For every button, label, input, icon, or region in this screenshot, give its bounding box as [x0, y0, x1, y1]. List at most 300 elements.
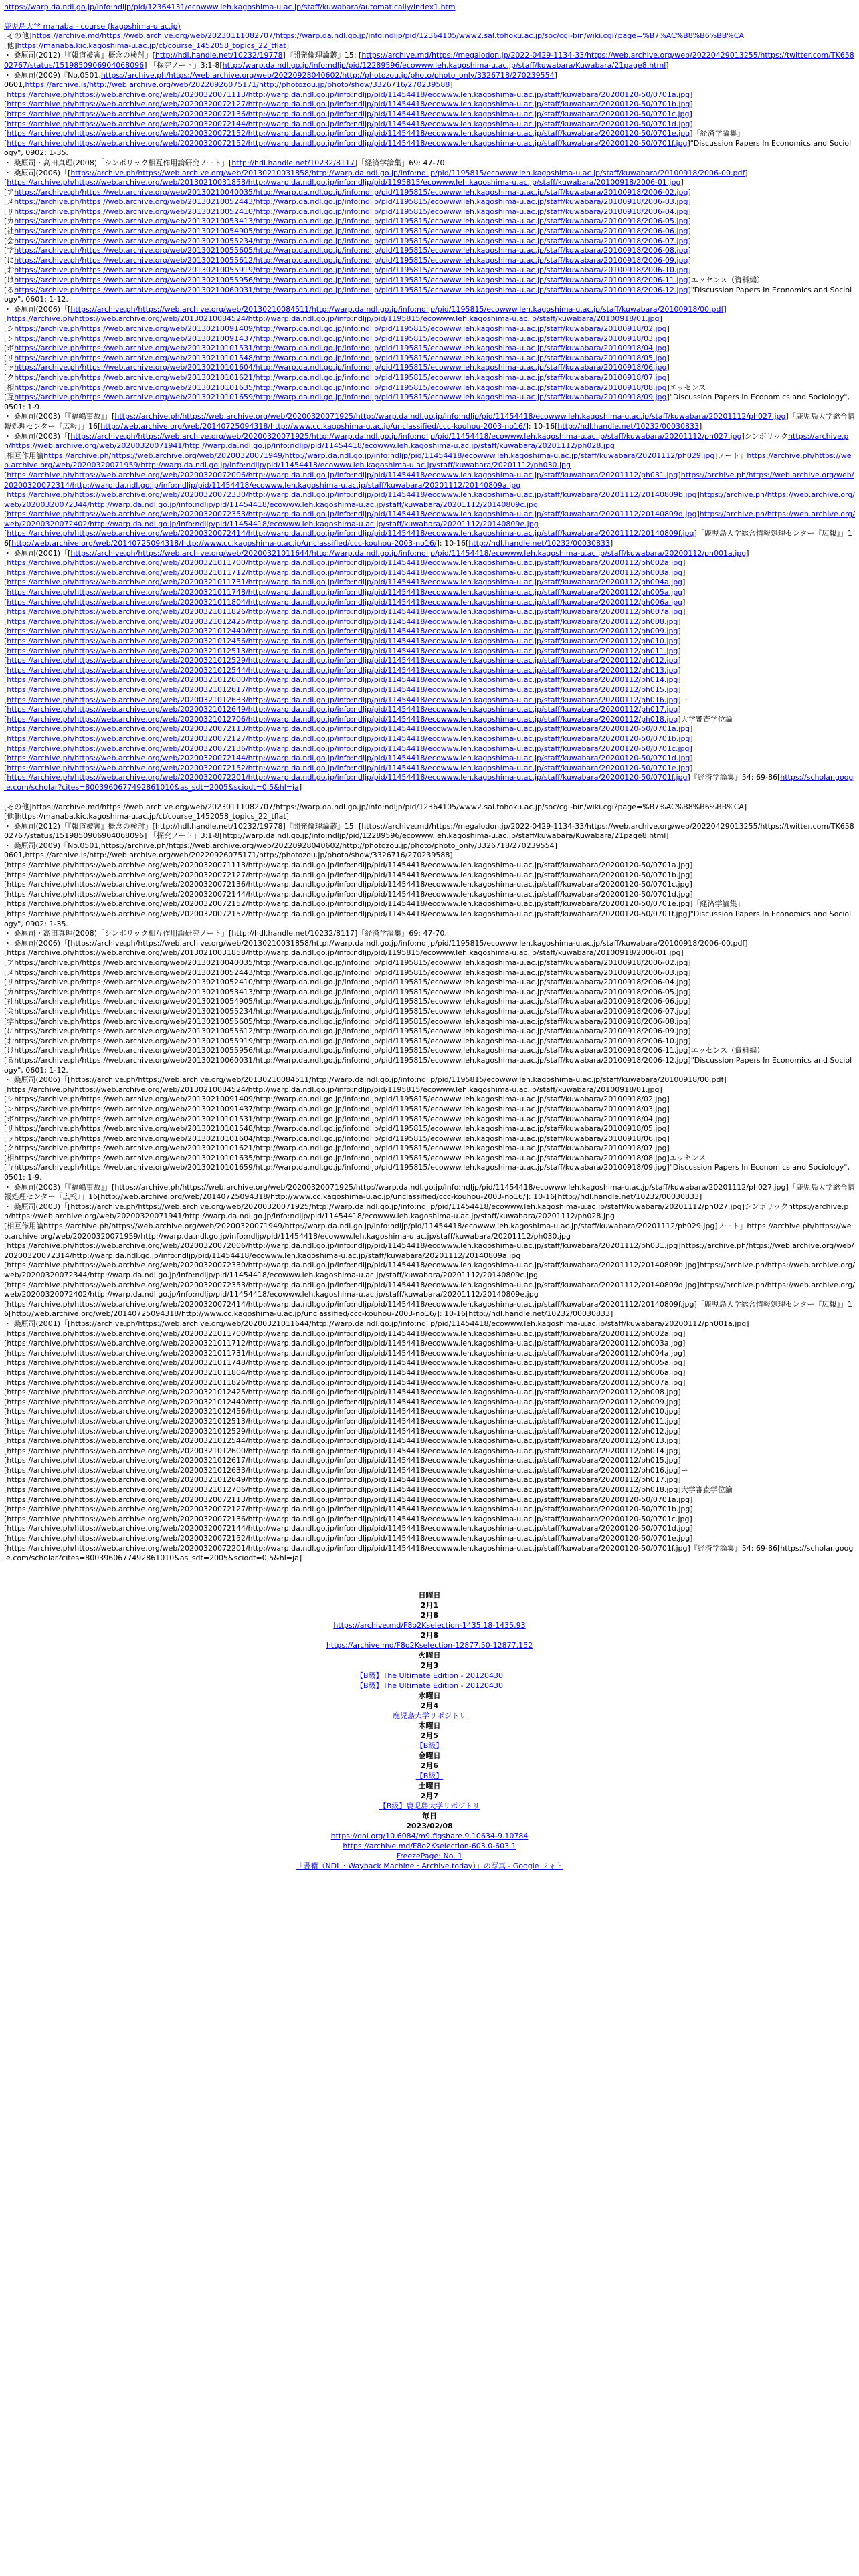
reference-text: ]: [666, 60, 669, 70]
reference-text: ]: [666, 334, 670, 343]
reference-text: ]: [690, 100, 693, 109]
plain-reference-line: [https://archive.ph/https://web.archive.org/web/20200320072144/http://warp.da.ndl.go.jp/info:ndljp/pid/11454418/ecowww.leh.kagoshima-u.ac.jp/staff/kuwabara/20200120-50/0701d.jpg]: [4, 1524, 693, 1533]
reference-line: [4, 363, 855, 373]
reference-link[interactable]: https://archive.ph/https://web.archive.org/web/20200320071941/http://warp.da.ndl.go.jp/info:ndljp/pid/11454418/ecowww.leh.kagoshima-u.ac.jp/staff/kuwabara/20201112/ph028.jpg: [4, 431, 849, 451]
reference-text: [: [4, 588, 7, 597]
reference-text: ]: [723, 304, 727, 314]
reference-text: ]: [450, 80, 453, 90]
reference-line: [4, 666, 855, 676]
reference-text: [相: [4, 383, 15, 392]
reference-link[interactable]: https://archive.ph/https://web.archive.org/web/20200320072353/http://warp.da.ndl.go.jp/info:ndljp/pid/11454418/ecowww.leh.kagoshima-u.ac.jp/staff/kuwabara/20201112/20140809d.jpg: [7, 510, 697, 519]
reference-link[interactable]: https://archive.ph/https://web.archive.org/web/20200320071959/http://warp.da.ndl.go.jp/info:ndljp/pid/11454418/ecowww.leh.kagoshima-u.ac.jp/staff/kuwabara/20201112/ph030.jpg: [4, 451, 852, 470]
reference-text: ]ー: [678, 695, 688, 704]
reference-text: [: [4, 773, 7, 782]
reference-line: [4, 80, 855, 90]
reference-link[interactable]: https://archive.ph/https://web.archive.org/web/20130210101635/http://warp.da.ndl.go.jp/info:ndljp/pid/1195815/ecowww.leh.kagoshima-u.ac.jp/staff/kuwabara/20100918/08.jpg: [14, 383, 667, 392]
reference-link[interactable]: https://archive.ph/https://web.archive.org/web/20130210091409/http://warp.da.ndl.go.jp/info:ndljp/pid/1195815/ecowww.leh.kagoshima-u.ac.jp/staff/kuwabara/20100918/02.jpg: [14, 324, 667, 333]
reference-text: ] 「探究ノート」3:1-8[: [144, 60, 223, 70]
reference-line: [4, 139, 855, 158]
plain-reference-line: [https://archive.ph/https://web.archive.org/web/20200321011700/http://warp.da.ndl.go.jp/info:ndljp/pid/11454418/ecowww.leh.kagoshima-u.ac.jp/staff/kuwabara/20200112/ph002a.jpg]: [4, 1329, 686, 1338]
schedule-link[interactable]: https://archive.md/F8o2Kselection-1435.18-1435.93: [333, 1620, 526, 1630]
reference-link[interactable]: http://web.archive.org/web/20140725094318/http://www.cc.kagoshima-u.ac.jp/unclassified/ccc-kouhou-2003-no16/: [11, 539, 437, 548]
schedule-link[interactable]: 【B級】: [415, 1741, 444, 1750]
reference-text: [る: [4, 285, 15, 294]
reference-line: [4, 685, 855, 695]
schedule-date: 2月8: [420, 1630, 439, 1640]
reference-link[interactable]: https://archive.ph/https://web.archive.org/web/20130210101531/http://warp.da.ndl.go.jp/info:ndljp/pid/1195815/ecowww.leh.kagoshima-u.ac.jp/staff/kuwabara/20100918/04.jpg: [14, 344, 667, 353]
reference-link[interactable]: https://archive.ph/https://web.archive.org/web/20200321012425/http://warp.da.ndl.go.jp/info:ndljp/pid/11454418/ecowww.leh.kagoshima-u.ac.jp/staff/kuwabara/20200112/ph008.jpg: [7, 617, 678, 626]
reference-line: [4, 510, 855, 529]
reference-line: [4, 627, 855, 637]
schedule-date: 2023/02/08: [406, 1821, 453, 1830]
reference-text: ]"Discussion Papers In Economics and Sociology", 0501: 1-9.: [4, 393, 850, 411]
reference-line: [4, 393, 855, 412]
reference-text: ]「経済学論集」: [690, 129, 745, 138]
schedule-date: 2月6: [420, 1761, 439, 1770]
plain-reference-line: [https://archive.ph/https://web.archive.org/web/20200321011712/http://warp.da.ndl.go.jp/info:ndljp/pid/11454418/ecowww.leh.kagoshima-u.ac.jp/staff/kuwabara/20200112/ph003a.jpg]: [4, 1339, 686, 1348]
reference-text: [メ: [4, 197, 15, 207]
reference-text: [: [4, 138, 7, 148]
reference-text: [: [4, 617, 7, 626]
reference-text: [: [4, 510, 7, 519]
reference-link[interactable]: https://archive.ph/https://web.archive.org/web/20130210101621/http://warp.da.ndl.go.jp/info:ndljp/pid/1195815/ecowww.leh.kagoshima-u.ac.jp/staff/kuwabara/20100918/07.jpg: [14, 372, 667, 382]
plain-reference-line: [https://archive.ph/https://web.archive.org/web/20200321012513/http://warp.da.ndl.go.jp/info:ndljp/pid/11454418/ecowww.leh.kagoshima-u.ac.jp/staff/kuwabara/20200112/ph011.jpg]: [4, 1416, 681, 1426]
reference-text: ]: [298, 782, 302, 792]
reference-link[interactable]: https://archive.ph/https://web.archive.org/web/20200321012706/http://warp.da.ndl.go.jp/info:ndljp/pid/11454418/ecowww.leh.kagoshima-u.ac.jp/staff/kuwabara/20200112/ph018.jpg: [7, 714, 678, 724]
reference-text: [け: [4, 276, 15, 285]
reference-link[interactable]: https://archive.ph/https://web.archive.org/web/20130210091437/http://warp.da.ndl.go.jp/info:ndljp/pid/1195815/ecowww.leh.kagoshima-u.ac.jp/staff/kuwabara/20100918/03.jpg: [14, 334, 667, 343]
schedule-link[interactable]: https://doi.org/10.6084/m9.figshare.9.10634-9.10784: [330, 1831, 529, 1840]
reference-link[interactable]: https://archive.ph/https://web.archive.org/web/20130210101604/http://warp.da.ndl.go.jp/info:ndljp/pid/1195815/ecowww.leh.kagoshima-u.ac.jp/staff/kuwabara/20100918/06.jpg: [14, 363, 667, 372]
reference-text: ]エッセンス（資料編）: [688, 276, 765, 285]
reference-link[interactable]: https://archive.ph/https://web.archive.org/web/20200320072006/http://warp.da.ndl.go.jp/info:ndljp/pid/11454418/ecowww.leh.kagoshima-u.ac.jp/staff/kuwabara/20201112/ph031.jpg: [7, 470, 678, 479]
reference-link[interactable]: https://archive.ph/https://web.archive.org/web/20130210060031/http://warp.da.ndl.go.jp/info:ndljp/pid/1195815/ecowww.leh.kagoshima-u.ac.jp/staff/kuwabara/20100918/2006-12.jpg: [14, 285, 688, 294]
reference-link[interactable]: https://archive.ph/https://web.archive.org/web/20200320071925/http://warp.da.ndl.go.jp/info:ndljp/pid/11454418/ecowww.leh.kagoshima-u.ac.jp/staff/kuwabara/20201112/ph027.jpg: [70, 431, 742, 441]
reference-link[interactable]: https://archive.is/http://web.archive.org/web/20220926075171/http://photozou.jp/photo/show/3326716/270239588: [25, 80, 450, 90]
plain-reference-line: [https://archive.ph/https://web.archive.org/web/20200320072127/http://warp.da.ndl.go.jp/info:ndljp/pid/11454418/ecowww.leh.kagoshima-u.ac.jp/staff/kuwabara/20200120-50/0701b.jpg]: [4, 870, 693, 879]
plain-reference-line: [https://archive.ph/https://web.archive.org/web/20200320072144/http://warp.da.ndl.go.jp/info:ndljp/pid/11454418/ecowww.leh.kagoshima-u.ac.jp/staff/kuwabara/20200120-50/0701d.jpg]: [4, 889, 693, 899]
reference-line: [4, 100, 855, 110]
plain-reference-line: [https://archive.ph/https://web.archive.org/web/20200321012633/http://warp.da.ndl.go.jp/info:ndljp/pid/11454418/ecowww.leh.kagoshima-u.ac.jp/staff/kuwabara/20200112/ph016.jpg]ー: [4, 1465, 688, 1475]
reference-text: [お: [4, 265, 15, 275]
schedule-date: 2月7: [420, 1791, 439, 1800]
schedule-link[interactable]: FreezePage: No. 1: [396, 1851, 463, 1860]
plain-reference-line: ・ 桑原司(2009)『No.0501,https://archive.ph/https://web.archive.org/web/20220928040602/http://photozou.jp/photo/photo_only/3326718/270239554]: [4, 841, 557, 850]
reference-link[interactable]: https://archive.ph/https://web.archive.org/web/20200321012513/http://warp.da.ndl.go.jp/info:ndljp/pid/11454418/ecowww.leh.kagoshima-u.ac.jp/staff/kuwabara/20200112/ph011.jpg: [7, 646, 678, 655]
reference-text: [学: [4, 246, 15, 255]
reference-link[interactable]: http://warp.da.ndl.go.jp/info:ndljp/pid/12289596/ecowww.leh.kagoshima-u.ac.jp/staff/kuwabara/Kuwabara/21page8.html: [222, 60, 666, 70]
reference-text: [社: [4, 227, 15, 236]
plain-reference-line: 0601,https://archive.is/http://web.archive.org/web/20220926075171/http://photozou.jp/photo/show/3326716/270239588]: [4, 851, 453, 860]
reference-text: ]: [688, 197, 691, 207]
reference-text: ]: 10-16[: [525, 421, 558, 431]
reference-line: [4, 31, 855, 41]
reference-link[interactable]: https://archive.ph/https://web.archive.org/web/20130210101659/http://warp.da.ndl.go.jp/info:ndljp/pid/1195815/ecowww.leh.kagoshima-u.ac.jp/staff/kuwabara/20100918/09.jpg: [14, 393, 667, 402]
reference-link[interactable]: https://archive.ph/https://web.archive.org/web/20200320072136/http://warp.da.ndl.go.jp/info:ndljp/pid/11454418/ecowww.leh.kagoshima-u.ac.jp/staff/kuwabara/20200120-50/0701c.jpg: [7, 109, 690, 118]
plain-reference-line: [https://archive.ph/https://web.archive.org/web/20200320072152/http://warp.da.ndl.go.jp/info:ndljp/pid/11454418/ecowww.leh.kagoshima-u.ac.jp/staff/kuwabara/20200120-50/0701f.jpg]"Discussion Papers In Economics and Sociology", 0902: 1-35.: [4, 909, 852, 928]
reference-text: ]「鹿児島大学総合情報処理センター『広報』」16[: [4, 412, 855, 431]
reference-text: ]: [746, 548, 749, 558]
reference-text: [: [4, 763, 7, 772]
reference-link[interactable]: https://archive.ph/https://web.archive.org/web/20200320071113/http://warp.da.ndl.go.jp/info:ndljp/pid/11454418/ecowww.leh.kagoshima-u.ac.jp/staff/kuwabara/20200120-50/0701a.jpg: [7, 90, 690, 99]
reference-link[interactable]: https://archive.ph/https://web.archive.org/web/20200320072344/http://warp.da.ndl.go.jp/info:ndljp/pid/11454418/ecowww.leh.kagoshima-u.ac.jp/staff/kuwabara/20201112/20140809c.jpg: [4, 490, 855, 509]
reference-link[interactable]: https://archive.ph/https://web.archive.org/web/20130210055605/http://warp.da.ndl.go.jp/info:ndljp/pid/1195815/ecowww.leh.kagoshima-u.ac.jp/staff/kuwabara/20100918/2006-08.jpg: [14, 246, 688, 255]
reference-text: [: [4, 695, 7, 704]
reference-text: ・ 桑原司(2001)「[: [4, 548, 71, 558]
reference-text: [互: [4, 393, 15, 402]
reference-text: 0601,: [4, 80, 25, 90]
reference-link[interactable]: https://archive.ph/https://web.archive.org/web/20130210031858/http://warp.da.ndl.go.jp/info:ndljp/pid/1195815/ecowww.leh.kagoshima-u.ac.jp/staff/kuwabara/20100918/2006-00.pdf: [70, 168, 745, 177]
plain-reference-line: [https://archive.ph/https://web.archive.org/web/20200320072136/http://warp.da.ndl.go.jp/info:ndljp/pid/11454418/ecowww.leh.kagoshima-u.ac.jp/staff/kuwabara/20200120-50/0701c.jpg]: [4, 1514, 692, 1523]
schedule-date: 2月8: [420, 1610, 439, 1620]
reference-link[interactable]: https://archive.ph/https://web.archive.org/web/20130210055956/http://warp.da.ndl.go.jp/info:ndljp/pid/1195815/ecowww.leh.kagoshima-u.ac.jp/staff/kuwabara/20100918/2006-11.jpg: [14, 276, 688, 285]
reference-text: ]: [688, 265, 691, 275]
reference-link[interactable]: https://archive.ph/https://web.archive.org/web/20200320071925/http://warp.da.ndl.go.jp/info:ndljp/pid/11454418/ecowww.leh.kagoshima-u.ac.jp/staff/kuwabara/20201112/ph027.jpg: [114, 412, 786, 421]
schedule-link[interactable]: https://archive.md/F8o2Kselection-12877.50-12877.152: [326, 1640, 533, 1650]
reference-link[interactable]: https://archive.ph/https://web.archive.org/web/20200321012633/http://warp.da.ndl.go.jp/info:ndljp/pid/11454418/ecowww.leh.kagoshima-u.ac.jp/staff/kuwabara/20200112/ph016.jpg: [7, 695, 678, 704]
plain-reference-line: [https://archive.ph/https://web.archive.org/web/20200321012529/http://warp.da.ndl.go.jp/info:ndljp/pid/11454418/ecowww.leh.kagoshima-u.ac.jp/staff/kuwabara/20200112/ph012.jpg]: [4, 1426, 681, 1436]
schedule-link[interactable]: 【B級】The Ultimate Edition - 20120430: [355, 1681, 504, 1690]
reference-link[interactable]: https://archive.ph/https://web.archive.org/web/20130210052410/http://warp.da.ndl.go.jp/info:ndljp/pid/1195815/ecowww.leh.kagoshima-u.ac.jp/staff/kuwabara/20100918/2006-04.jpg: [14, 207, 688, 216]
reference-link[interactable]: https://archive.ph/https://web.archive.org/web/20130210084511/http://warp.da.ndl.go.jp/info:ndljp/pid/1195815/ecowww.leh.kagoshima-u.ac.jp/staff/kuwabara/20100918/00.pdf: [70, 304, 724, 314]
reference-link[interactable]: https://archive.ph/https://web.archive.org/web/20200321011644/http://warp.da.ndl.go.jp/info:ndljp/pid/11454418/ecowww.leh.kagoshima-u.ac.jp/staff/kuwabara/20200112/ph001a.jpg: [70, 548, 747, 558]
reference-link[interactable]: https://archive.ph/https://web.archive.org/web/20200321012456/http://warp.da.ndl.go.jp/info:ndljp/pid/11454418/ecowww.leh.kagoshima-u.ac.jp/staff/kuwabara/20200112/ph010.jpg: [7, 637, 678, 645]
reference-line: [4, 549, 855, 559]
reference-link[interactable]: https://archive.ph/https://web.archive.org/web/20200321012544/http://warp.da.ndl.go.jp/info:ndljp/pid/11454418/ecowww.leh.kagoshima-u.ac.jp/staff/kuwabara/20200112/ph013.jpg: [7, 665, 678, 675]
reference-link[interactable]: https://archive.ph/https://web.archive.org/web/20200321012529/http://warp.da.ndl.go.jp/info:ndljp/pid/11454418/ecowww.leh.kagoshima-u.ac.jp/staff/kuwabara/20200112/ph012.jpg: [7, 656, 678, 665]
reference-link[interactable]: https://archive.ph/https://web.archive.org/web/20200320072127/http://warp.da.ndl.go.jp/info:ndljp/pid/11454418/ecowww.leh.kagoshima-u.ac.jp/staff/kuwabara/20200120-50/0701b.jpg: [7, 100, 690, 109]
reference-line: [4, 412, 855, 431]
reference-link[interactable]: https://archive.ph/https://web.archive.org/web/20200320072330/http://warp.da.ndl.go.jp/info:ndljp/pid/11454418/ecowww.leh.kagoshima-u.ac.jp/staff/kuwabara/20201112/20140809b.jpg: [7, 490, 697, 500]
reference-link[interactable]: https://archive.ph/https://web.archive.org/web/20200320072144/http://warp.da.ndl.go.jp/info:ndljp/pid/11454418/ecowww.leh.kagoshima-u.ac.jp/staff/kuwabara/20200120-50/0701d.jpg: [7, 119, 690, 128]
reference-text: ]: [690, 754, 693, 763]
reference-link[interactable]: https://archive.ph/https://web.archive.org/web/20200320072152/http://warp.da.ndl.go.jp/info:ndljp/pid/11454418/ecowww.leh.kagoshima-u.ac.jp/staff/kuwabara/20200120-50/0701e.jpg: [7, 129, 690, 138]
reference-line: [4, 305, 855, 315]
reference-text: ]: [678, 637, 681, 645]
reference-text: [: [4, 529, 7, 538]
reference-link[interactable]: http://web.archive.org/web/20140725094318/http://www.cc.kagoshima-u.ac.jp/unclassified/ccc-kouhou-2003-no16/: [100, 421, 526, 431]
reference-line: [4, 490, 855, 510]
reference-line: [4, 265, 855, 276]
schedule-day-heading: 木曜日: [418, 1721, 441, 1730]
reference-line: [4, 120, 855, 130]
reference-link[interactable]: https://archive.ph/https://web.archive.org/web/20130210084524/http://warp.da.ndl.go.jp/info:ndljp/pid/1195815/ecowww.leh.kagoshima-u.ac.jp/staff/kuwabara/20100918/01.jpg: [7, 314, 660, 324]
reference-line: [4, 529, 855, 548]
reference-link[interactable]: https://archive.ph/https://web.archive.org/web/20200321012600/http://warp.da.ndl.go.jp/info:ndljp/pid/11454418/ecowww.leh.kagoshima-u.ac.jp/staff/kuwabara/20200112/ph014.jpg: [7, 675, 678, 685]
plain-reference-line: [https://archive.ph/https://web.archive.org/web/20200320072152/http://warp.da.ndl.go.jp/info:ndljp/pid/11454418/ecowww.leh.kagoshima-u.ac.jp/staff/kuwabara/20200120-50/0701e.jpg]「経済学論集」: [4, 899, 745, 909]
reference-text: ]: [688, 187, 691, 197]
reference-link[interactable]: https://archive.ph/https://web.archive.org/web/20200321011804/http://warp.da.ndl.go.jp/info:ndljp/pid/11454418/ecowww.leh.kagoshima-u.ac.jp/staff/kuwabara/20200112/ph006a.jpg: [7, 597, 683, 607]
reference-text: [: [4, 119, 7, 128]
reference-line: [4, 734, 855, 744]
plain-reference-line: [https://archive.ph/https://web.archive.org/web/20200321012440/http://warp.da.ndl.go.jp/info:ndljp/pid/11454418/ecowww.leh.kagoshima-u.ac.jp/staff/kuwabara/20200112/ph009.jpg]: [4, 1397, 681, 1406]
plain-reference-line: ・ 桑原司(2012)「『報道被害』概念の検討」[http://hdl.handle.net/10232/19778]『開発倫理論叢』15: [https://archive.md/https://megalodon.jp/2022-0429-1134-33/https://web.archive.org/web/20220429013255/https://twitter.com/TK65802767/status/1519850906904068096] 「探究ノート」3:1-8[http://warp.da.ndl.go.jp/info:ndljp/pid/12289596/ecowww.leh.kagoshima-u.ac.jp/staff/kuwabara/Kuwabara/21page8.html]: [4, 821, 854, 841]
reference-text: ・ 桑原司(2003)「『福嶋事故』」[: [4, 412, 115, 421]
plain-reference-line: [メhttps://archive.ph/https://web.archive.org/web/20130210052443/http://warp.da.ndl.go.jp/info:ndljp/pid/1195815/ecowww.leh.kagoshima-u.ac.jp/staff/kuwabara/20100918/2006-03.jpg]: [4, 968, 691, 977]
reference-text: [ン: [4, 334, 15, 343]
reference-text: ]: [678, 627, 681, 636]
reference-text: ]「鹿児島大学総合情報処理センター『広報』」16[: [4, 529, 852, 548]
reference-text: ]: [666, 324, 670, 333]
reference-link[interactable]: https://archive.ph/https://web.archive.org/web/20130210053413/http://warp.da.ndl.go.jp/info:ndljp/pid/1195815/ecowww.leh.kagoshima-u.ac.jp/staff/kuwabara/20100918/2006-05.jpg: [14, 217, 688, 226]
reference-line: [4, 237, 855, 247]
reference-line: [4, 129, 855, 139]
reference-link[interactable]: https://archive.md/https://web.archive.org/web/20230111082707/https://warp.da.ndl.go.jp/info:ndljp/pid/12364105/www2.sal.tohoku.ac.jp/soc/cgi-bin/wiki.cgi?page=%B7%AC%B8%B6%BB%CA: [31, 31, 744, 41]
reference-text: ]: [696, 490, 700, 500]
reference-link[interactable]: https://archive.ph/https://web.archive.org/web/20200320071949/http://warp.da.ndl.go.jp/info:ndljp/pid/11454418/ecowww.leh.kagoshima-u.ac.jp/staff/kuwabara/20201112/ph029.jpg: [43, 451, 715, 460]
reference-text: [: [4, 100, 7, 109]
reference-line: [4, 451, 855, 471]
reference-link[interactable]: https://archive.ph/https://web.archive.org/web/20130210040035/http://warp.da.ndl.go.jp/info:ndljp/pid/1195815/ecowww.leh.kagoshima-u.ac.jp/staff/kuwabara/20100918/2006-02.jpg: [14, 187, 688, 197]
reference-line: [4, 90, 855, 100]
reference-text: ]: [678, 617, 681, 626]
reference-text: [: [4, 578, 7, 587]
reference-link[interactable]: https://archive.ph/https://web.archive.org/web/20200321011731/http://warp.da.ndl.go.jp/info:ndljp/pid/11454418/ecowww.leh.kagoshima-u.ac.jp/staff/kuwabara/20200112/ph004a.jpg: [7, 578, 683, 587]
schedule-day-heading: 土曜日: [418, 1781, 441, 1790]
reference-link[interactable]: https://archive.ph/https://web.archive.org/web/20130210055919/http://warp.da.ndl.go.jp/info:ndljp/pid/1195815/ecowww.leh.kagoshima-u.ac.jp/staff/kuwabara/20100918/2006-10.jpg: [14, 265, 688, 275]
plain-reference-line: [その他]https://archive.md/https://web.archive.org/web/20230111082707/https://warp.da.ndl.go.jp/info:ndljp/pid/12364105/www2.sal.tohoku.ac.jp/soc/cgi-bin/wiki.cgi?page=%B7%AC%B8%B6%BB%CA]: [4, 802, 747, 811]
reference-text: [その他]: [4, 31, 32, 41]
reference-link[interactable]: http://hdl.handle.net/10232/00030833: [557, 421, 700, 431]
plain-reference-line: [るhttps://archive.ph/https://web.archive.org/web/20130210060031/http://warp.da.ndl.go.jp/info:ndljp/pid/1195815/ecowww.leh.kagoshima-u.ac.jp/staff/kuwabara/20100918/2006-12.jpg]"Discussion Papers In Economics and Sociology", 0601: 1-12.: [4, 1055, 852, 1075]
linked-reference-list: [4, 31, 855, 792]
schedule-day-heading: 火曜日: [418, 1650, 441, 1660]
reference-text: ]『経済学論集』54: 69-86[: [687, 773, 781, 782]
schedule-date: 2月3: [420, 1660, 439, 1670]
reference-text: ・ 桑原司(2006)「[: [4, 168, 71, 177]
reference-line: [4, 607, 855, 617]
plain-reference-line: [けhttps://archive.ph/https://web.archive.org/web/20130210055956/http://warp.da.ndl.go.jp/info:ndljp/pid/1195815/ecowww.leh.kagoshima-u.ac.jp/staff/kuwabara/20100918/2006-11.jpg]エッセンス（資料編）: [4, 1046, 765, 1055]
schedule-link[interactable]: 鹿児島大学リポジトリ: [393, 1711, 466, 1720]
schedule-link[interactable]: https://archive.md/F8o2Kselection-603.0-603.1: [343, 1841, 516, 1850]
reference-text: [: [4, 129, 7, 138]
reference-text: ・ 桑原司(2003)「[: [4, 431, 71, 441]
reference-link[interactable]: https://archive.ph/https://web.archive.org/web/20200320072152/http://warp.da.ndl.go.jp/info:ndljp/pid/11454418/ecowww.leh.kagoshima-u.ac.jp/staff/kuwabara/20200120-50/0701f.jpg: [7, 138, 688, 148]
reference-line: [4, 471, 855, 490]
reference-text: ]: [554, 70, 557, 80]
reference-text: ]: [678, 646, 681, 655]
reference-line: [4, 656, 855, 666]
reference-text: ]: [696, 510, 700, 519]
plain-reference-line: [リhttps://archive.ph/https://web.archive.org/web/20130210101548/http://warp.da.ndl.go.jp/info:ndljp/pid/1195815/ecowww.leh.kagoshima-u.ac.jp/staff/kuwabara/20100918/05.jpg]: [4, 1124, 670, 1134]
reference-line: [4, 432, 855, 451]
reference-link[interactable]: https://archive.ph/https://web.archive.org/web/20200321012440/http://warp.da.ndl.go.jp/info:ndljp/pid/11454418/ecowww.leh.kagoshima-u.ac.jp/staff/kuwabara/20200112/ph009.jpg: [7, 627, 678, 636]
plain-reference-line: [https://archive.ph/https://web.archive.org/web/20200320071113/http://warp.da.ndl.go.jp/info:ndljp/pid/11454418/ecowww.leh.kagoshima-u.ac.jp/staff/kuwabara/20200120-50/0701a.jpg]: [4, 861, 693, 870]
plain-reference-line: [https://archive.ph/https://web.archive.org/web/20200320072152/http://warp.da.ndl.go.jp/info:ndljp/pid/11454418/ecowww.leh.kagoshima-u.ac.jp/staff/kuwabara/20200120-50/0701e.jpg]: [4, 1534, 693, 1543]
reference-link[interactable]: https://archive.ph/https://web.archive.org/web/20200320072113/http://warp.da.ndl.go.jp/info:ndljp/pid/11454418/ecowww.leh.kagoshima-u.ac.jp/staff/kuwabara/20200120-50/0701a.jpg: [7, 724, 690, 734]
reference-line: [4, 158, 855, 169]
reference-link[interactable]: https://scholar.google.com/scholar?cites=8003960677492861010&as_sdt=2005&sciodt=0,5&hl=ja: [4, 773, 854, 792]
course-title-line: [4, 22, 855, 32]
plain-reference-line: [相互作用論https://archive.ph/https://web.archive.org/web/20200320071949/http://warp.da.ndl.go.jp/info:ndljp/pid/11454418/ecowww.leh.kagoshima-u.ac.jp/staff/kuwabara/20201112/ph029.jpg]ノート」https://archive.ph/https://web.archive.org/web/20200320071959/http://warp.da.ndl.go.jp/info:ndljp/pid/11454418/ecowww.leh.kagoshima-u.ac.jp/staff/kuwabara/20201112/ph030.jpg: [4, 1222, 852, 1241]
reference-text: ]: [688, 217, 691, 226]
reference-text: ]: [689, 109, 692, 118]
reference-text: [: [4, 734, 7, 743]
spacer: [4, 13, 855, 22]
reference-link[interactable]: https://archive.ph/https://web.archive.org/web/20200321011700/http://warp.da.ndl.go.jp/info:ndljp/pid/11454418/ecowww.leh.kagoshima-u.ac.jp/staff/kuwabara/20200112/ph002a.jpg: [7, 558, 683, 568]
plain-reference-line: [https://archive.ph/https://web.archive.org/web/20200320072127/http://warp.da.ndl.go.jp/info:ndljp/pid/11454418/ecowww.leh.kagoshima-u.ac.jp/staff/kuwabara/20200120-50/0701b.jpg]: [4, 1505, 693, 1514]
schedule-day-heading: 金曜日: [418, 1751, 441, 1760]
reference-text: ]: [286, 41, 289, 50]
reference-text: [: [4, 568, 7, 577]
reference-link[interactable]: https://archive.md/https://megalodon.jp/2022-0429-1134-33/https://web.archive.org/web/20220429013255/https://twitter.com/TK65802767/status/1519850906904068096: [4, 51, 854, 70]
reference-line: [4, 178, 855, 188]
reference-text: ]: [745, 168, 748, 177]
reference-link[interactable]: https://archive.ph/https://web.archive.org/web/20200320072144/http://warp.da.ndl.go.jp/info:ndljp/pid/11454418/ecowww.leh.kagoshima-u.ac.jp/staff/kuwabara/20200120-50/0701d.jpg: [7, 754, 690, 763]
reference-text: ]: [666, 353, 670, 362]
plain-reference-line: [カhttps://archive.ph/https://web.archive.org/web/20130210053413/http://warp.da.ndl.go.jp/info:ndljp/pid/1195815/ecowww.leh.kagoshima-u.ac.jp/staff/kuwabara/20100918/2006-05.jpg]: [4, 987, 691, 996]
plain-reference-line: [https://archive.ph/https://web.archive.org/web/20200321012706/http://warp.da.ndl.go.jp/info:ndljp/pid/11454418/ecowww.leh.kagoshima-u.ac.jp/staff/kuwabara/20200112/ph018.jpg]大学審査学位論: [4, 1485, 733, 1495]
reference-text: ]: [699, 421, 702, 431]
reference-text: ]: [688, 246, 691, 255]
reference-link[interactable]: https://archive.ph/https://web.archive.org/web/20130210055234/http://warp.da.ndl.go.jp/info:ndljp/pid/1195815/ecowww.leh.kagoshima-u.ac.jp/staff/kuwabara/20100918/2006-07.jpg: [14, 236, 688, 245]
reference-link[interactable]: https://archive.ph/https://web.archive.org/web/20200320072201/http://warp.da.ndl.go.jp/info:ndljp/pid/11454418/ecowww.leh.kagoshima-u.ac.jp/staff/kuwabara/20200120-50/0701f.jpg: [7, 773, 688, 782]
plain-reference-line: [社https://archive.ph/https://web.archive.org/web/20130210054905/http://warp.da.ndl.go.jp/info:ndljp/pid/1195815/ecowww.leh.kagoshima-u.ac.jp/staff/kuwabara/20100918/2006-06.jpg]: [4, 997, 691, 1006]
reference-link[interactable]: https://archive.ph/https://web.archive.org/web/20130210101548/http://warp.da.ndl.go.jp/info:ndljp/pid/1195815/ecowww.leh.kagoshima-u.ac.jp/staff/kuwabara/20100918/05.jpg: [14, 353, 667, 362]
reference-text: ]: [678, 470, 681, 479]
reference-text: [ク: [4, 372, 15, 382]
reference-link[interactable]: https://archive.ph/https://web.archive.org/web/20130210055612/http://warp.da.ndl.go.jp/info:ndljp/pid/1195815/ecowww.leh.kagoshima-u.ac.jp/staff/kuwabara/20100918/2006-09.jpg: [14, 255, 688, 265]
reference-text: ]大学審査学位論: [678, 714, 733, 724]
reference-line: [4, 256, 855, 266]
plain-reference-line: [会https://archive.ph/https://web.archive.org/web/20130210055234/http://warp.da.ndl.go.jp/info:ndljp/pid/1195815/ecowww.leh.kagoshima-u.ac.jp/staff/kuwabara/20100918/2006-07.jpg]: [4, 1006, 691, 1016]
reference-line: [4, 41, 855, 51]
reference-text: ]: [678, 685, 681, 694]
reference-text: [: [4, 637, 7, 645]
reference-line: [4, 773, 855, 792]
reference-text: [: [4, 665, 7, 675]
reference-text: ]: [688, 227, 691, 236]
plain-reference-line: [おhttps://archive.ph/https://web.archive.org/web/20130210055919/http://warp.da.ndl.go.jp/info:ndljp/pid/1195815/ecowww.leh.kagoshima-u.ac.jp/staff/kuwabara/20100918/2006-10.jpg]: [4, 1036, 691, 1045]
reference-text: ]: [678, 675, 681, 685]
plain-reference-line: [ボhttps://archive.ph/https://web.archive.org/web/20130210101531/http://warp.da.ndl.go.jp/info:ndljp/pid/1195815/ecowww.leh.kagoshima-u.ac.jp/staff/kuwabara/20100918/04.jpg]: [4, 1114, 670, 1123]
reference-line: [4, 588, 855, 598]
plain-reference-line: [ッhttps://archive.ph/https://web.archive.org/web/20130210101604/http://warp.da.ndl.go.jp/info:ndljp/pid/1195815/ecowww.leh.kagoshima-u.ac.jp/staff/kuwabara/20100918/06.jpg]: [4, 1134, 670, 1143]
reference-text: ]: [659, 314, 662, 324]
schedule-link[interactable]: 【B級】: [415, 1771, 444, 1780]
reference-text: [リ: [4, 207, 15, 216]
reference-line: [4, 647, 855, 657]
plain-reference-line: [にhttps://archive.ph/https://web.archive.org/web/20130210055612/http://warp.da.ndl.go.jp/info:ndljp/pid/1195815/ecowww.leh.kagoshima-u.ac.jp/staff/kuwabara/20100918/2006-09.jpg]: [4, 1027, 691, 1036]
reference-link[interactable]: https://archive.ph/https://web.archive.org/web/20130210031858/http://warp.da.ndl.go.jp/info:ndljp/pid/1195815/ecowww.leh.kagoshima-u.ac.jp/staff/kuwabara/20100918/2006-01.jpg: [7, 178, 681, 187]
reference-text: [ア: [4, 187, 15, 197]
reference-text: [: [4, 646, 7, 655]
reference-link[interactable]: https://archive.ph/https://web.archive.org/web/20220928040602/http://photozou.jp/photo/photo_only/3326718/270239554: [100, 70, 555, 80]
reference-line: [4, 764, 855, 774]
reference-text: ・ 桑原司(2009)『No.0501,: [4, 70, 101, 80]
plain-reference-line: [https://archive.ph/https://web.archive.org/web/20200321011748/http://warp.da.ndl.go.jp/info:ndljp/pid/11454418/ecowww.leh.kagoshima-u.ac.jp/staff/kuwabara/20200112/ph005a.jpg]: [4, 1358, 686, 1368]
plain-reference-line: [https://archive.ph/https://web.archive.org/web/20130210031858/http://warp.da.ndl.go.jp/info:ndljp/pid/1195815/ecowww.leh.kagoshima-u.ac.jp/staff/kuwabara/20100918/2006-01.jpg]: [4, 948, 684, 958]
reference-link[interactable]: https://archive.ph/https://web.archive.org/web/20200320072414/http://warp.da.ndl.go.jp/info:ndljp/pid/11454418/ecowww.leh.kagoshima-u.ac.jp/staff/kuwabara/20201112/20140809f.jpg: [7, 529, 694, 538]
reference-line: [4, 314, 855, 324]
reference-link[interactable]: https://manaba.kic.kagoshima-u.ac.jp/ct/course_1452058_topics_22_tflat: [17, 41, 286, 50]
reference-link[interactable]: https://archive.ph/https://web.archive.org/web/20200320072314/http://warp.da.ndl.go.jp/info:ndljp/pid/11454418/ecowww.leh.kagoshima-u.ac.jp/staff/kuwabara/20201112/20140809a.jpg: [4, 470, 854, 490]
reference-link[interactable]: https://archive.ph/https://web.archive.org/web/20200320072127/http://warp.da.ndl.go.jp/info:ndljp/pid/11454418/ecowww.leh.kagoshima-u.ac.jp/staff/kuwabara/20200120-50/0701b.jpg: [7, 734, 690, 743]
reference-line: [4, 617, 855, 627]
reference-text: [会: [4, 236, 15, 245]
reference-text: [: [4, 724, 7, 734]
reference-text: ]"Discussion Papers In Economics and Sociology", 0601: 1-12.: [4, 285, 852, 304]
reference-text: [リ: [4, 353, 15, 362]
top-url-link[interactable]: https://warp.da.ndl.go.jp/info:ndljp/pid/12364131/ecowww.leh.kagoshima-u.ac.jp/staff/kuwabara/automatically/index1.htm: [4, 3, 456, 11]
reference-text: [: [4, 178, 7, 187]
reference-line: [4, 754, 855, 764]
reference-link[interactable]: https://archive.ph/https://web.archive.org/web/20200320072152/http://warp.da.ndl.go.jp/info:ndljp/pid/11454418/ecowww.leh.kagoshima-u.ac.jp/staff/kuwabara/20200120-50/0701e.jpg: [7, 763, 690, 772]
reference-text: [: [4, 675, 7, 685]
reference-text: ]: [690, 734, 693, 743]
reference-line: [4, 334, 855, 344]
course-title-link[interactable]: 鹿児島大学 manaba - course (kagoshima-u.ac.jp): [4, 21, 181, 31]
plain-reference-line: [https://archive.ph/https://web.archive.org/web/20200320072201/http://warp.da.ndl.go.jp/info:ndljp/pid/11454418/ecowww.leh.kagoshima-u.ac.jp/staff/kuwabara/20200120-50/0701f.jpg]『経済学論集』54: 69-86[https://scholar.google.com/scholar?cites=8003960677492861010&as_sdt=2005&sciodt=0,5&hl=ja]: [4, 1543, 854, 1563]
reference-line: [4, 110, 855, 120]
plain-reference-line: [https://archive.ph/https://web.archive.org/web/20130210084524/http://warp.da.ndl.go.jp/info:ndljp/pid/1195815/ecowww.leh.kagoshima-u.ac.jp/staff/kuwabara/20100918/01.jpg]: [4, 1085, 662, 1094]
schedule-link[interactable]: 【B級】鹿児島大学リポジトリ: [379, 1801, 480, 1810]
reference-link[interactable]: https://archive.ph/https://web.archive.org/web/20200321012617/http://warp.da.ndl.go.jp/info:ndljp/pid/11454418/ecowww.leh.kagoshima-u.ac.jp/staff/kuwabara/20200112/ph015.jpg: [7, 685, 678, 694]
schedule-link[interactable]: 【B級】The Ultimate Edition - 20120430: [355, 1671, 504, 1680]
reference-link[interactable]: http://hdl.handle.net/10232/00030833: [468, 539, 610, 548]
schedule-link[interactable]: 「書籍（NDL・Wayback Machine・Archive.today）」の写真 - Google フォト: [296, 1861, 563, 1870]
reference-text: ]「経済学論集」69: 47-70.: [354, 158, 447, 167]
reference-link[interactable]: https://archive.ph/https://web.archive.org/web/20200321011712/http://warp.da.ndl.go.jp/info:ndljp/pid/11454418/ecowww.leh.kagoshima-u.ac.jp/staff/kuwabara/20200112/ph003a.jpg: [7, 568, 683, 577]
plain-reference-line: ・ 桑原司(2006)「[https://archive.ph/https://web.archive.org/web/20130210084511/http://warp.da.ndl.go.jp/info:ndljp/pid/1195815/ecowww.leh.kagoshima-u.ac.jp/staff/kuwabara/20100918/00.pdf]: [4, 1075, 727, 1085]
reference-link[interactable]: https://archive.ph/https://web.archive.org/web/20130210052443/http://warp.da.ndl.go.jp/info:ndljp/pid/1195815/ecowww.leh.kagoshima-u.ac.jp/staff/kuwabara/20100918/2006-03.jpg: [14, 197, 688, 207]
reference-link[interactable]: http://hdl.handle.net/10232/19778: [155, 51, 283, 60]
reference-link[interactable]: https://archive.ph/https://web.archive.org/web/20130210054905/http://warp.da.ndl.go.jp/info:ndljp/pid/1195815/ecowww.leh.kagoshima-u.ac.jp/staff/kuwabara/20100918/2006-06.jpg: [14, 227, 688, 236]
reference-text: ]エッセンス: [666, 383, 706, 392]
reference-link[interactable]: http://hdl.handle.net/10232/8117: [231, 158, 355, 167]
plain-reference-line: [https://archive.ph/https://web.archive.org/web/20200320072330/http://warp.da.ndl.go.jp/info:ndljp/pid/11454418/ecowww.leh.kagoshima-u.ac.jp/staff/kuwabara/20201112/20140809b.jpg]https://archive.ph/https://web.archive.org/web/20200320072344/http://warp.da.ndl.go.jp/info:ndljp/pid/11454418/ecowww.leh.kagoshima-u.ac.jp/staff/kuwabara/20201112/20140809c.jpg: [4, 1261, 855, 1279]
reference-text: ]: [682, 607, 686, 617]
plain-reference-line: [https://archive.ph/https://web.archive.org/web/20200320072006/http://warp.da.ndl.go.jp/info:ndljp/pid/11454418/ecowww.leh.kagoshima-u.ac.jp/staff/kuwabara/20201112/ph031.jpg]https://archive.ph/https://web.archive.org/web/20200320072314/http://warp.da.ndl.go.jp/info:ndljp/pid/11454418/ecowww.leh.kagoshima-u.ac.jp/staff/kuwabara/20201112/20140809a.jpg: [4, 1241, 854, 1260]
reference-line: [4, 286, 855, 305]
plain-reference-line: [シhttps://archive.ph/https://web.archive.org/web/20130210091409/http://warp.da.ndl.go.jp/info:ndljp/pid/1195815/ecowww.leh.kagoshima-u.ac.jp/staff/kuwabara/20100918/02.jpg]: [4, 1095, 670, 1104]
reference-line: [4, 344, 855, 354]
reference-line: [4, 169, 855, 179]
plain-reference-line: [クhttps://archive.ph/https://web.archive.org/web/20130210101621/http://warp.da.ndl.go.jp/info:ndljp/pid/1195815/ecowww.leh.kagoshima-u.ac.jp/staff/kuwabara/20100918/07.jpg]: [4, 1144, 670, 1153]
reference-line: [4, 373, 855, 383]
plain-reference-line: [ンhttps://archive.ph/https://web.archive.org/web/20130210091437/http://warp.da.ndl.go.jp/info:ndljp/pid/1195815/ecowww.leh.kagoshima-u.ac.jp/staff/kuwabara/20100918/03.jpg]: [4, 1104, 670, 1113]
plain-reference-line: [リhttps://archive.ph/https://web.archive.org/web/20130210052410/http://warp.da.ndl.go.jp/info:ndljp/pid/1195815/ecowww.leh.kagoshima-u.ac.jp/staff/kuwabara/20100918/2006-04.jpg]: [4, 978, 691, 987]
reference-text: [: [4, 597, 7, 607]
reference-link[interactable]: https://archive.ph/https://web.archive.org/web/20200320072136/http://warp.da.ndl.go.jp/info:ndljp/pid/11454418/ecowww.leh.kagoshima-u.ac.jp/staff/kuwabara/20200120-50/0701c.jpg: [7, 744, 690, 753]
reference-line: [4, 568, 855, 578]
reference-text: [カ: [4, 217, 15, 226]
reference-link[interactable]: https://archive.ph/https://web.archive.org/web/20200321011826/http://warp.da.ndl.go.jp/info:ndljp/pid/11454418/ecowww.leh.kagoshima-u.ac.jp/staff/kuwabara/20200112/ph007a.jpg: [7, 607, 683, 617]
reference-line: [4, 188, 855, 198]
reference-text: [: [4, 490, 7, 500]
reference-line: [4, 695, 855, 706]
reference-text: ・ 桑原司(2006)「[: [4, 304, 71, 314]
reference-text: ]: [682, 597, 686, 607]
plain-reference-line: [https://archive.ph/https://web.archive.org/web/20200321012544/http://warp.da.ndl.go.jp/info:ndljp/pid/11454418/ecowww.leh.kagoshima-u.ac.jp/staff/kuwabara/20200112/ph013.jpg]: [4, 1436, 681, 1446]
reference-link[interactable]: https://archive.ph/https://web.archive.org/web/20200321011748/http://warp.da.ndl.go.jp/info:ndljp/pid/11454418/ecowww.leh.kagoshima-u.ac.jp/staff/kuwabara/20200112/ph005a.jpg: [7, 588, 683, 597]
reference-text: [: [4, 109, 7, 118]
plain-reference-line: ・ 桑原司(2003)「[https://archive.ph/https://web.archive.org/web/20200320071925/http://warp.da.ndl.go.jp/info:ndljp/pid/11454418/ecowww.leh.kagoshima-u.ac.jp/staff/kuwabara/20201112/ph027.jpg]シンボリックhttps://archive.ph/https://web.archive.org/web/20200320071941/http://warp.da.ndl.go.jp/info:ndljp/pid/11454418/ecowww.leh.kagoshima-u.ac.jp/staff/kuwabara/20201112/ph028.jpg: [4, 1202, 849, 1221]
reference-text: [: [4, 90, 7, 99]
plain-reference-line: [https://archive.ph/https://web.archive.org/web/20200320072113/http://warp.da.ndl.go.jp/info:ndljp/pid/11454418/ecowww.leh.kagoshima-u.ac.jp/staff/kuwabara/20200120-50/0701a.jpg]: [4, 1495, 693, 1504]
reference-text: ]: [682, 558, 686, 568]
schedule-date: 2月1: [420, 1600, 439, 1610]
reference-text: ・ 桑原司・高田真理(2008)「シンボリック相互作用論研究ノート」[: [4, 158, 232, 167]
schedule-date: 2月5: [420, 1731, 439, 1740]
reference-text: ]シンボリック: [741, 431, 789, 441]
reference-link[interactable]: https://archive.ph/https://web.archive.org/web/20200321012649/http://warp.da.ndl.go.jp/info:ndljp/pid/11454418/ecowww.leh.kagoshima-u.ac.jp/staff/kuwabara/20200112/ph017.jpg: [7, 705, 678, 714]
plain-reference-line: [https://archive.ph/https://web.archive.org/web/20200321011804/http://warp.da.ndl.go.jp/info:ndljp/pid/11454418/ecowww.leh.kagoshima-u.ac.jp/staff/kuwabara/20200112/ph006a.jpg]: [4, 1368, 686, 1377]
plain-reference-line: [学https://archive.ph/https://web.archive.org/web/20130210055605/http://warp.da.ndl.go.jp/info:ndljp/pid/1195815/ecowww.leh.kagoshima-u.ac.jp/staff/kuwabara/20100918/2006-08.jpg]: [4, 1016, 691, 1026]
reference-link[interactable]: https://archive.ph/https://web.archive.org/web/20200320072402/http://warp.da.ndl.go.jp/info:ndljp/pid/11454418/ecowww.leh.kagoshima-u.ac.jp/staff/kuwabara/20201112/20140809e.jpg: [4, 510, 855, 528]
reference-text: ]: [682, 568, 686, 577]
plain-reference-line: [https://archive.ph/https://web.archive.org/web/20200321012649/http://warp.da.ndl.go.jp/info:ndljp/pid/11454418/ecowww.leh.kagoshima-u.ac.jp/staff/kuwabara/20200112/ph017.jpg]: [4, 1475, 681, 1485]
